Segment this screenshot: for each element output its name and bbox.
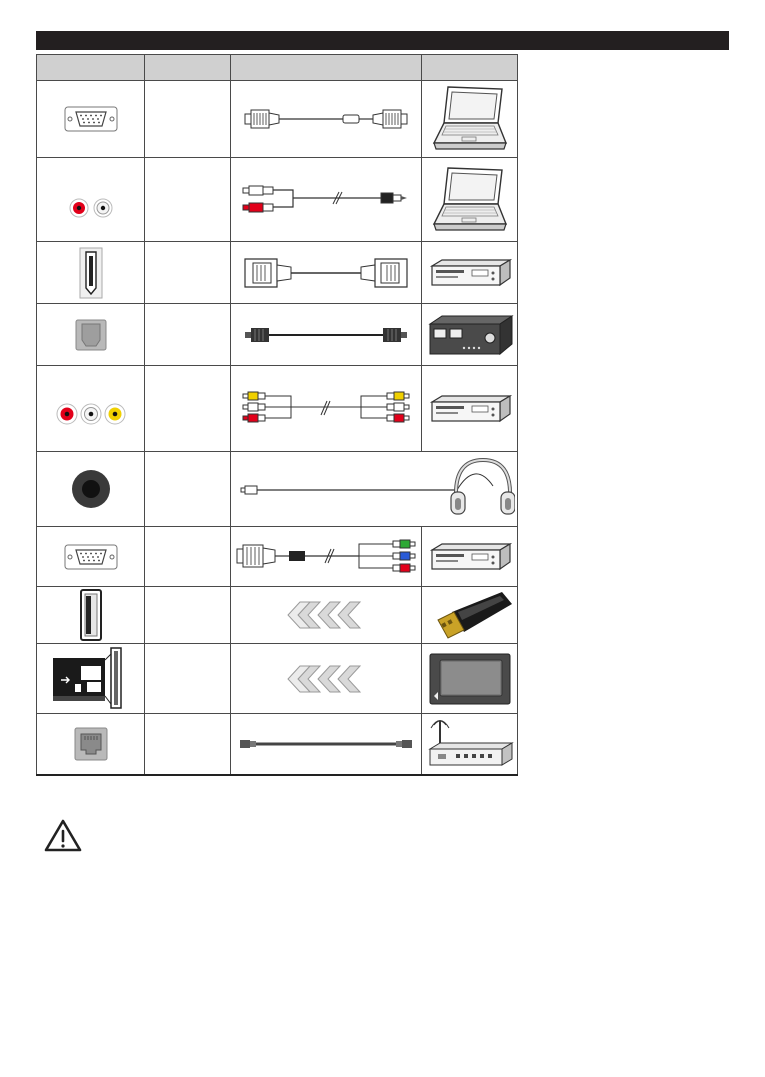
device-cell xyxy=(422,158,518,242)
dvd-player-icon xyxy=(428,394,512,424)
device-cell xyxy=(422,242,518,304)
vga-to-component-cable-icon xyxy=(233,537,419,577)
cable-cell xyxy=(231,242,422,304)
laptop-icon xyxy=(430,164,510,236)
optical-cable-icon xyxy=(241,323,411,347)
port-cell xyxy=(37,587,145,644)
table-header-row xyxy=(37,55,518,81)
device-cell xyxy=(422,714,518,775)
rca-to-jack-audio-cable-icon xyxy=(241,180,411,220)
device-cell xyxy=(422,81,518,158)
dvd-player-icon xyxy=(428,258,512,288)
cable-cell xyxy=(231,527,422,587)
device-cell xyxy=(422,587,518,644)
hdmi-port-icon xyxy=(76,246,106,300)
header-connector xyxy=(37,55,145,81)
cam-module-icon xyxy=(428,652,512,706)
cable-cell xyxy=(231,714,422,775)
hdmi-cable-icon xyxy=(241,253,411,293)
headphone-jack-port-icon xyxy=(69,467,113,511)
cable-cell xyxy=(231,366,422,452)
type-cell xyxy=(145,587,231,644)
optical-spdif-port-icon xyxy=(74,318,108,352)
port-cell xyxy=(37,527,145,587)
cable-cell xyxy=(231,644,422,714)
type-cell xyxy=(145,644,231,714)
table-row xyxy=(37,714,518,775)
audio-amplifier-icon xyxy=(426,314,514,356)
usb-port-icon xyxy=(78,588,104,642)
device-cell xyxy=(422,304,518,366)
warning-triangle-icon xyxy=(43,818,83,854)
headphones-icon xyxy=(451,460,515,514)
composite-av-cable-icon xyxy=(241,389,411,429)
ci-slot-icon xyxy=(51,646,131,712)
laptop-icon xyxy=(430,83,510,155)
table-row xyxy=(37,81,518,158)
port-cell xyxy=(37,644,145,714)
table-row xyxy=(37,158,518,242)
cable-cell xyxy=(231,587,422,644)
table-row xyxy=(37,527,518,587)
cable-cell xyxy=(231,304,422,366)
type-cell xyxy=(145,527,231,587)
cable-cell xyxy=(231,158,422,242)
port-cell xyxy=(37,366,145,452)
port-cell xyxy=(37,452,145,527)
header-cables xyxy=(231,55,422,81)
device-cell xyxy=(422,366,518,452)
cable-cell xyxy=(231,452,518,527)
table-row xyxy=(37,366,518,452)
composite-av-port-icon xyxy=(54,399,128,429)
type-cell xyxy=(145,81,231,158)
pc-audio-rca-port-icon xyxy=(64,195,118,221)
headphone-cable-icon xyxy=(235,456,515,522)
insert-arrows-icon xyxy=(286,664,366,694)
dvd-player-icon xyxy=(428,542,512,572)
port-cell xyxy=(37,81,145,158)
header-type xyxy=(145,55,231,81)
table-row xyxy=(37,644,518,714)
cable-cell xyxy=(231,81,422,158)
type-cell xyxy=(145,158,231,242)
router-icon xyxy=(426,717,514,771)
type-cell xyxy=(145,366,231,452)
ethernet-cable-icon xyxy=(236,734,416,754)
port-cell xyxy=(37,158,145,242)
table-row xyxy=(37,587,518,644)
port-cell xyxy=(37,714,145,775)
type-cell xyxy=(145,242,231,304)
device-cell xyxy=(422,527,518,587)
device-cell xyxy=(422,644,518,714)
section-title-bar xyxy=(36,31,729,50)
vga-cable-icon xyxy=(243,104,409,134)
insert-arrows-icon xyxy=(286,600,366,630)
connections-table xyxy=(36,54,518,776)
vga-port-icon xyxy=(64,106,118,132)
usb-stick-icon xyxy=(426,590,514,640)
port-cell xyxy=(37,304,145,366)
table-row xyxy=(37,452,518,527)
header-device xyxy=(422,55,518,81)
type-cell xyxy=(145,304,231,366)
ypbpr-vga-port-icon xyxy=(64,544,118,570)
table-row xyxy=(37,304,518,366)
ethernet-port-icon xyxy=(73,726,109,762)
type-cell xyxy=(145,714,231,775)
type-cell xyxy=(145,452,231,527)
table-row xyxy=(37,242,518,304)
port-cell xyxy=(37,242,145,304)
